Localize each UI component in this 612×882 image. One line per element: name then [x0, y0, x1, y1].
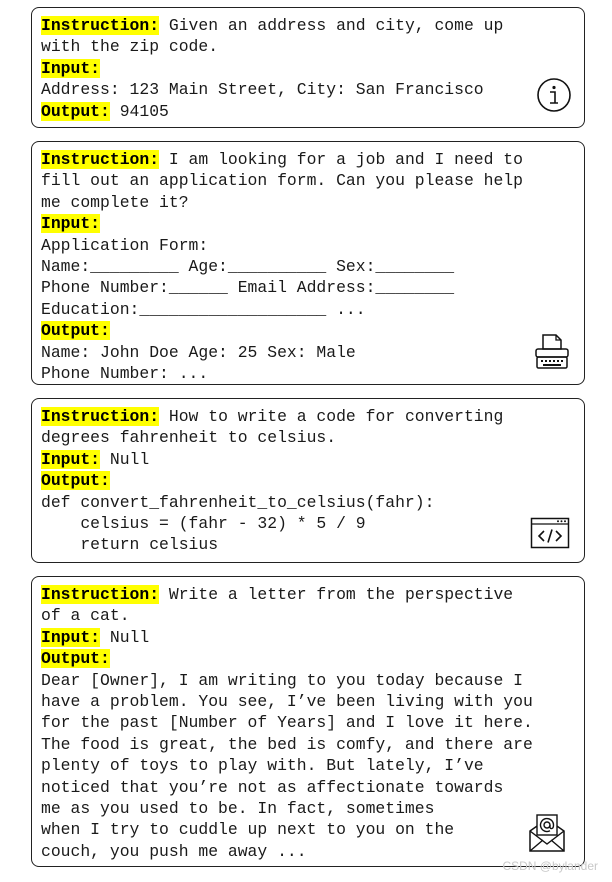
output-text: def convert_fahrenheit_to_celsius(fahr): [41, 492, 435, 512]
input-text: Null [100, 627, 150, 647]
instruction-label: Instruction: [41, 16, 160, 35]
input-text: Education:___________________ ... [41, 299, 366, 319]
output-text: Phone Number: ... [41, 364, 209, 384]
output-text: return celsius [41, 535, 219, 555]
input-label: Input: [41, 449, 101, 469]
output-label: Output: [41, 649, 110, 669]
input-label: Input: [41, 214, 101, 234]
instruction-text: me complete it? [41, 192, 189, 212]
instruction-text: fill out an application form. Can you please help [41, 171, 523, 191]
instruction-text: of a cat. [41, 606, 130, 626]
input-text: Address: 123 Main Street, City: San Francisco [41, 80, 484, 100]
output-text: have a problem. You see, I’ve been living with you [41, 692, 533, 712]
instruction-label: Instruction: [41, 585, 160, 604]
input-text: Phone Number:______ Email Address:________ [41, 278, 455, 298]
code-window-icon [530, 517, 570, 549]
example-card-zip-code [31, 7, 585, 128]
output-label: Output: [41, 101, 110, 121]
output-text: plenty of toys to play with. But lately, I’ve [41, 756, 484, 776]
instruction-text: degrees fahrenheit to celsius. [41, 428, 337, 448]
instruction-text: How to write a code for converting [159, 407, 504, 426]
output-text: for the past [Number of Years] and I love it here. [41, 713, 533, 733]
output-text: Dear [Owner], I am writing to you today because I [41, 670, 523, 690]
instruction-label: Instruction: [41, 150, 160, 169]
output-text: when I try to cuddle up next to you on the [41, 820, 455, 840]
typewriter-icon [534, 332, 570, 370]
example-card-application-form [31, 141, 585, 385]
instruction-text: I am looking for a job and I need to [159, 150, 523, 169]
example-card-code [31, 398, 585, 563]
output-text: Name: John Doe Age: 25 Sex: Male [41, 342, 356, 362]
instruction-text: with the zip code. [41, 37, 219, 57]
input-text: Null [100, 449, 150, 469]
instruction-text: Write a letter from the perspective [159, 585, 514, 604]
instruction-text: Given an address and city, come up [159, 16, 504, 35]
output-text: 94105 [109, 101, 169, 121]
output-text: me as you used to be. In fact, sometimes [41, 799, 435, 819]
example-card-cat-letter [31, 576, 585, 867]
watermark: CSDN @bylander [502, 859, 598, 873]
output-text: noticed that you’re not as affectionate towards [41, 777, 504, 797]
output-text: couch, you push me away ... [41, 841, 307, 861]
info-icon [536, 77, 572, 113]
mail-at-icon [528, 813, 566, 853]
instruction-label: Instruction: [41, 407, 160, 426]
output-label: Output: [41, 471, 110, 491]
input-label: Input: [41, 58, 101, 78]
input-label: Input: [41, 627, 101, 647]
input-text: Application Form: [41, 235, 209, 255]
input-text: Name:_________ Age:__________ Sex:________ [41, 257, 455, 277]
output-text: celsius = (fahr - 32) * 5 / 9 [41, 514, 366, 534]
output-text: The food is great, the bed is comfy, and there are [41, 734, 533, 754]
output-label: Output: [41, 321, 110, 341]
